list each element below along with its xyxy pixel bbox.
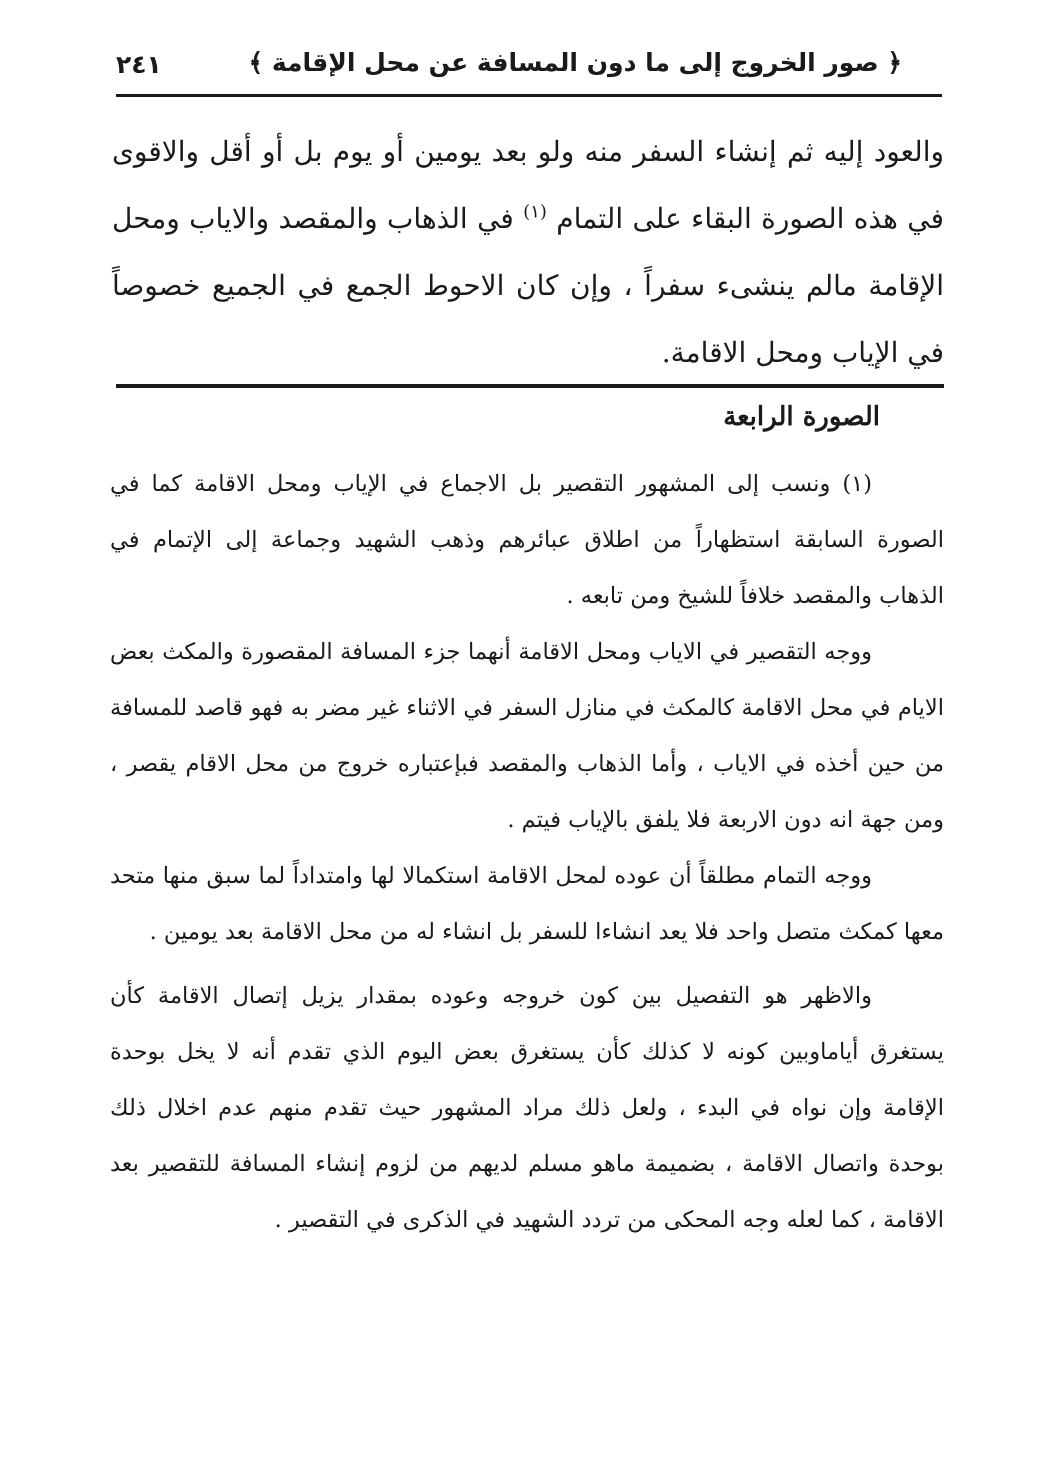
footnote-paragraph: ووجه التقصير في الاياب ومحل الاقامة أنهما جزء المسافة المقصورة والمكث بعض الايام في محل الاقامة كالمكث في منازل السفر في الاثناء غير مضر به فهو قاصد للمسافة من حين أخذه في الاياب ، وأما الذهاب والمقصد فبإعتباره خروج من محل الاقام يقصر ، ومن جهة انه دون الاربعة فلا يلفق بالإياب فيتم . (110, 639, 944, 833)
footnote-divider (116, 384, 944, 388)
main-body-text (112, 118, 944, 386)
footnote-paragraph: (١) ونسب إلى المشهور التقصير بل الاجماع في الإياب ومحل الاقامة كما في الصورة السابقة استظهاراً من اطلاق عبائرهم وذهب الشهيد وجماعة إلى الإتمام في الذهاب والمقصد خلافاً للشيخ ومن تابعه . (110, 471, 944, 609)
section-heading: الصورة الرابعة (723, 402, 880, 432)
main-text-part-2: في الذهاب والمقصد والاياب ومحل الإقامة مالم ينشىء سفراً ، وإن كان الاحوط الجمع في الجميع خصوصاً في الإياب ومحل الاقامة. (112, 202, 944, 369)
page-header (116, 38, 942, 97)
footnote-area (110, 456, 944, 1248)
running-title: ﴿ صور الخروج إلى ما دون المسافة عن محل الإقامة ﴾ (248, 48, 902, 77)
page-number: ٢٤١ (116, 50, 162, 79)
footnote-paragraph: والاظهر هو التفصيل بين كون خروجه وعوده بمقدار يزيل إتصال الاقامة كأن يستغرق أياماوبين كونه لا كذلك كأن يستغرق بعض اليوم الذي تقدم أنه لا يخل بوحدة الإقامة وإن نواه في البدء ، ولعل ذلك مراد المشهور حيث تقدم منهم عدم اخلال ذلك بوحدة واتصال الاقامة ، بضميمة ماهو مسلم لديهم من لزوم إنشاء المسافة للتقصير بعد الاقامة ، كما لعله وجه المحكى من تردد الشهيد في الذكرى في التقصير . (110, 983, 944, 1233)
main-text-part-1: والعود إليه ثم إنشاء السفر منه ولو بعد يومين أو يوم بل أو أقل والاقوى في هذه الصورة البقاء على التمام (112, 135, 944, 235)
footnote-paragraph: ووجه التمام مطلقاً أن عوده لمحل الاقامة استكمالا لها وامتداداً لما سبق منها متحد معها كمكث متصل واحد فلا يعد انشاءا للسفر بل انشاء له من محل الاقامة بعد يومين . (110, 863, 944, 945)
footnote-marker: (١) (523, 201, 547, 223)
